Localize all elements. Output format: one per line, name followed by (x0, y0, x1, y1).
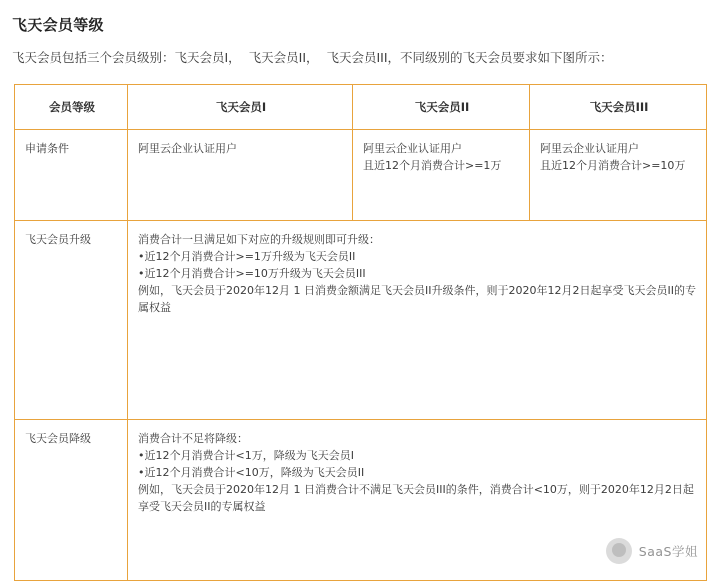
rule-bullet: •近12个月消费合计>=10万升级为飞天会员III (138, 267, 366, 280)
cell-line: 且近12个月消费合计>=10万 (540, 159, 686, 172)
rule-example: 例如，飞天会员于2020年12月 1 日消费金额满足飞天会员II升级条件，则于2020年12月2日起享受飞天会员II的专属权益 (138, 284, 696, 314)
column-header-tier-1: 飞天会员I (128, 85, 353, 130)
watermark (606, 538, 698, 564)
row-label-apply-condition: 申请条件 (15, 130, 128, 221)
rule-example: 例如，飞天会员于2020年12月 1 日消费合计不满足飞天会员III的条件，消费合计<10万，则于2020年12月2日起享受飞天会员II的专属权益 (138, 483, 694, 513)
cell-apply-tier-2 (353, 130, 530, 221)
cell-apply-tier-3 (530, 130, 707, 221)
membership-level-table (14, 84, 707, 581)
row-label-downgrade: 飞天会员降级 (15, 420, 128, 581)
column-header-tier-3: 飞天会员III (530, 85, 707, 130)
cell-line: 阿里云企业认证用户 (138, 142, 237, 155)
table-row (15, 221, 707, 420)
watermark-label: SaaS学姐 (638, 544, 698, 559)
column-header-tier-2: 飞天会员II (353, 85, 530, 130)
table-header-row (15, 85, 707, 130)
rule-bullet: •近12个月消费合计<10万，降级为飞天会员II (138, 466, 365, 479)
cell-line: 且近12个月消费合计>=1万 (363, 159, 502, 172)
rule-bullet: •近12个月消费合计<1万，降级为飞天会员I (138, 449, 354, 462)
cell-apply-tier-1 (128, 130, 353, 221)
cell-line: 阿里云企业认证用户 (540, 142, 639, 155)
column-header-level: 会员等级 (15, 85, 128, 130)
rule-lead: 消费合计不足将降级： (138, 432, 248, 445)
circular-avatar-icon (606, 538, 632, 564)
table-row (15, 130, 707, 221)
page-title: 飞天会员等级 (12, 16, 104, 34)
cell-line: 阿里云企业认证用户 (363, 142, 462, 155)
rule-bullet: •近12个月消费合计>=1万升级为飞天会员II (138, 250, 356, 263)
table-row (15, 420, 707, 581)
cell-upgrade-rules (128, 221, 707, 420)
table-body (15, 130, 707, 581)
rule-lead: 消费合计一旦满足如下对应的升级规则即可升级： (138, 233, 380, 246)
table-header (15, 85, 707, 130)
row-label-upgrade: 飞天会员升级 (15, 221, 128, 420)
intro-paragraph: 飞天会员包括三个会员级别：飞天会员I， 飞天会员II， 飞天会员III，不同级别的飞天会员要求如下图所示： (12, 50, 613, 65)
